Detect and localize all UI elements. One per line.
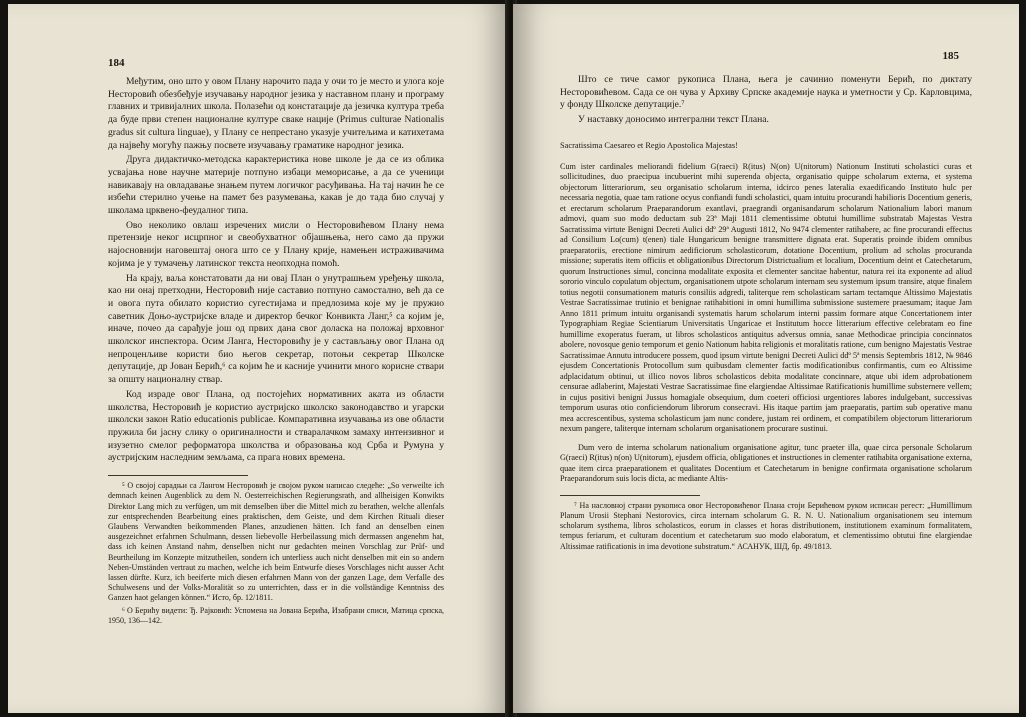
left-text-column <box>108 76 444 628</box>
paragraph: У наставку доносимо интегрални текст Плана. <box>578 114 769 126</box>
footnote-divider <box>108 475 248 476</box>
left-page <box>8 4 509 713</box>
right-text-column <box>560 74 972 554</box>
paragraph: Ово неколико овлаш изречених мисли о Несторовићевом Плану нема претензије неког исцрпног и свеобухватног објашњења, него само да пружи најосновнији наговештај онога што се у Плану крије, намењен истраживачима којима је у тумачењу латинског текста неопходна помоћ. <box>108 219 444 269</box>
page-number: 184 <box>108 57 125 69</box>
footnote: ⁶ О Берићу видети: Ђ. Рајковић: Успомена на Јована Берића, Изабрани списи, Матица српска, 1950, 136—142. <box>108 605 444 625</box>
right-page <box>513 4 1019 713</box>
paragraph: Код израде овог Плана, од постојећих нормативних аката из области школства, Несторовић је користио аустријско школско законодавство и угарски школски закон Ratio educationis publicae. Компаративна изучавања из ове области пружила би јасну слику о оригиналности и стваралачком замаху интензивног и изузетно смелог реформатора школства и образовања код Срба и Румуна у аустријским наследним земљама, са прага нових времена. <box>108 388 444 464</box>
paragraph: Што се тиче самог рукописа Плана, њега је сачинио поменути Берић, по диктату Несторовићевом. Сада се он чува у Архиву Српске академије наука и уметности у Ср. Карловцима, у фонду Школске депутације.⁷ <box>560 74 972 111</box>
latin-paragraph: Cum ister cardinales meliorandi fidelium G(raeci) R(itus) N(on) U(nitorum) Nationum Instituti scholastici curas et sollicitudines, duo praecipua incubuerint mihi superenda objecta, organisatio quippe scholarum externa, et systema objectorum litterariorum, seu organisatio scholarum interna, idcirco penes lateralia exaedificando Instituto hulc per necessaria negotia, quae tam ratione ocyus confiandi fundi scholastici, quam intuitu procurandi habilioris Docentium generis, et erectarum scholarum Praeparandorum exantlavi, praegrandi organisandarum scholarum Nationalium labori manum admovi, quam suo modo deductam sub 23ª Maji 1811 clementissime obtutui humillime substratab Majestas Vestra Sacratissima virtute Benigni Decreti Aulici ddº 29ª Augusti 1812, No 9474 clementer ratihabere, ac fine procurandi effectus ad Consilium Lo(cum) t(enen) tiale Hungaricum benigne transmittere dignata erat. Superatis proinde ibidem omnibus praeparatoriis, erectione nimirum aedificiorum scholasticorum, dotatione Docentium, prolium ad scholas procuranda missione; superatis item officiis et obligationibus Directorum Districtualium et localium, Docentium deint et Catechetarum, quorum Instructiones simul, concinna modalitate exposita et clementer sancitae habentur, natura rei ita exponente ad aliud sororio vinculo copulatum objectum, organisationem utpote scholarum internam seu systemum ipsum transire, atque finalem totius negotii consumationem maturis consiliis adgredi, taliterque rem scholasticam sartam tectamque Altissimo Majestatis Vestrae Sacratissimae trutinio et benignae ratihabitioni in omni humillima submissione sustemere praesumam; itaque Jam Anno 1811 primum intuitu organisandi systematis harum scholarum interni passim formare atque Concertationem inter Typographiam Regiae Scientiarum Universitatis Ungaricae et Institutum hocce litterarium effective celebratam eo fine humillime exoperatus fueram, ut libros scholasticos antiquitus adversus omnia, sanae Methodicae principia concinnatos abolere, novosque genio temporum et genio Nationum habita religionis et moralitatis ratione, cum benigno Majestatis Vestrae Sacratissimae Annutu introducere possem, quod ipsum virtute benigni Decreti Aulici ddº 5ª mensis Septembris 1812, № 9846 ejusdem Concertationis Protocollum sum quibusdam clementer factis modificationibus confirmantis, cum eo Altissime adplacidatum obtinui, ut illico novos libros scholasticos debita modalitate concinnare, atque ubi idem adprobationem censurae adlaberint, Majestati Vestrae Sacratissimae fine elargiendae Altissimae Ratificationis humillime substernere vellem; in cujus positivi benigni Jussus homagiale obsequium, dum coeteri officiosi urgentiores labores indulgebant, successivas temporum usuras otio conficiendorum librorum consecravi. His itaque partim jam praeparatis, partim sub operative manu mea accrescentibus, systema scholasticum jam nunc condere, justam rei ordinem, et compatibilem objectorum litterariorum nexum pangere, taliterque internam scholarum organisationem procurare sustinui. <box>560 161 972 434</box>
paragraph: Међутим, оно што у овом Плану нарочито пада у очи то је место и улога које Несторовић обезбеђује изучавању народног језика у наставном плану и програму главних и тривијалних школа. Полазећи од констатације да језичка култура треба да буде први степен националне културе сваке нације (Primus culturae Nationalis gradus sit cultura linguae), у Плану се непрестано указује учитељима и катихетама да највећу могућу пажњу посвете изучавању граматике народног језика. <box>108 76 444 151</box>
latin-paragraph: Dum vero de interna scholarum nationalium organisatione agitur, tunc praeter illa, quae circa personale Scholarum G(raeci) R(itus) n(on) U(nitorum), ejusdem officia, obligationes et instructiones in clementer ratihabita organisatione externa, quae item circa praeparationem et qualitates Docentium et Catechetarum in benigne confirmata organisatione scholarum Praeparandorum suis locis dicta, ac mediante Altis- <box>560 442 972 484</box>
footnote: ⁵ О својој сарадњи са Лангом Несторовић је својом руком написао следеће: „So verweilte ich demnach keinen Augenblick zu dem N. Oesterreichischen Regierungsrath, and allheisigen Konwikts Direktor Lang mich zu verfügen, um mit demselben über die Mittel mich zu berathen, welche allenfals zur entsprechenden Bearbeitung eines praktischen, dem Geiste, und dem Kirchen Rituali dieser Glaubens Verwandten beikommenden Planes, anzudienen hätten. Ich fand an denselben einen ausgezeichnet erfahrnen Schulmann, dessen liebevolle Herbeilassung mich dermassen angenehm hat, dass ich keinen Anstand nahm, denselben nicht nur gedachten meinen Vorschlag zur Prüf- und Beurtheilung im Konzepte mitzutheilen, sondern ich unterliess auch nicht denselben mit ein so andern Neben-Umständen vertraut zu machen, welche ich beim Entwurfe dieses Vorschlages nicht ausser Acht lassen dürfte. Kurz, ich beeiferte mich diesen erfahrnen Mann von der ganzen Lage, dem Verfalle des Schulwesens und der Volks-Moralität so zu unterrichten, dass er in die vollständige Kenntniss des Ganzen haot gelangen können.“ Исто, бр. 12/1811. <box>108 481 444 603</box>
footnote: ⁷ На насловној страни рукописа овог Несторовићевог Плана стоји Берићевом руком исписан регест: „Humillimum Planum Urosii Stephani Nestorovics, circa internam scholarum G. R. N. U. Nationalium organisationem seu internum scholarum systhema, libros scholasticos, eorum in classes et horas distributionem, institutionem examinum formalitatem, tempus feriarum, et culturam docentium et catechetarum suo modo elaboratum, et clementissimo obtutui fine elargiendae Altissimae ratificationis in ima devotione substratum.“ АСАНУК, ШД, бр. 49/1813. <box>560 500 972 551</box>
paragraph: На крају, ваља констатовати да ни овај План о унутрашњем уређењу школа, као ни онај претходни, Несторовић није саставио потпуно самостално, већ да се и овога пута обилато користио сугестијама и предлозима које му је пружио саветник Доњо-аустријске владе и директор бечког Конвикта Ланг,⁵ са којим је, иначе, почео да сарађује још од првих дана свог доласка на положај врховног школског инспектора. Осим Ланга, Несторовићу је у састављању овог Плана од непроценљиве користи био његов секретар, потоњи секретар Школске депутације, др Јован Берић,⁶ са којим ће и касније учинити много корисне ствари за општу националну ствар. <box>108 272 444 386</box>
latin-heading: Sacratissima Caesareo et Regio Apostolica Majestas! <box>560 140 738 150</box>
footnote-divider <box>560 495 700 496</box>
page-number: 185 <box>942 50 959 62</box>
paragraph: Друга дидактичко-методска карактеристика нове школе је да се из облика усвајања нове научне материје потпуно избаци меморисање, а да се ученици навикавају на овладавање знањем путем логичког расуђивања. На тај начин ће се избећи стерилно учење на памет без разумевања, какав је до тада био случај у школама црквено-феудалног типа. <box>108 154 444 217</box>
